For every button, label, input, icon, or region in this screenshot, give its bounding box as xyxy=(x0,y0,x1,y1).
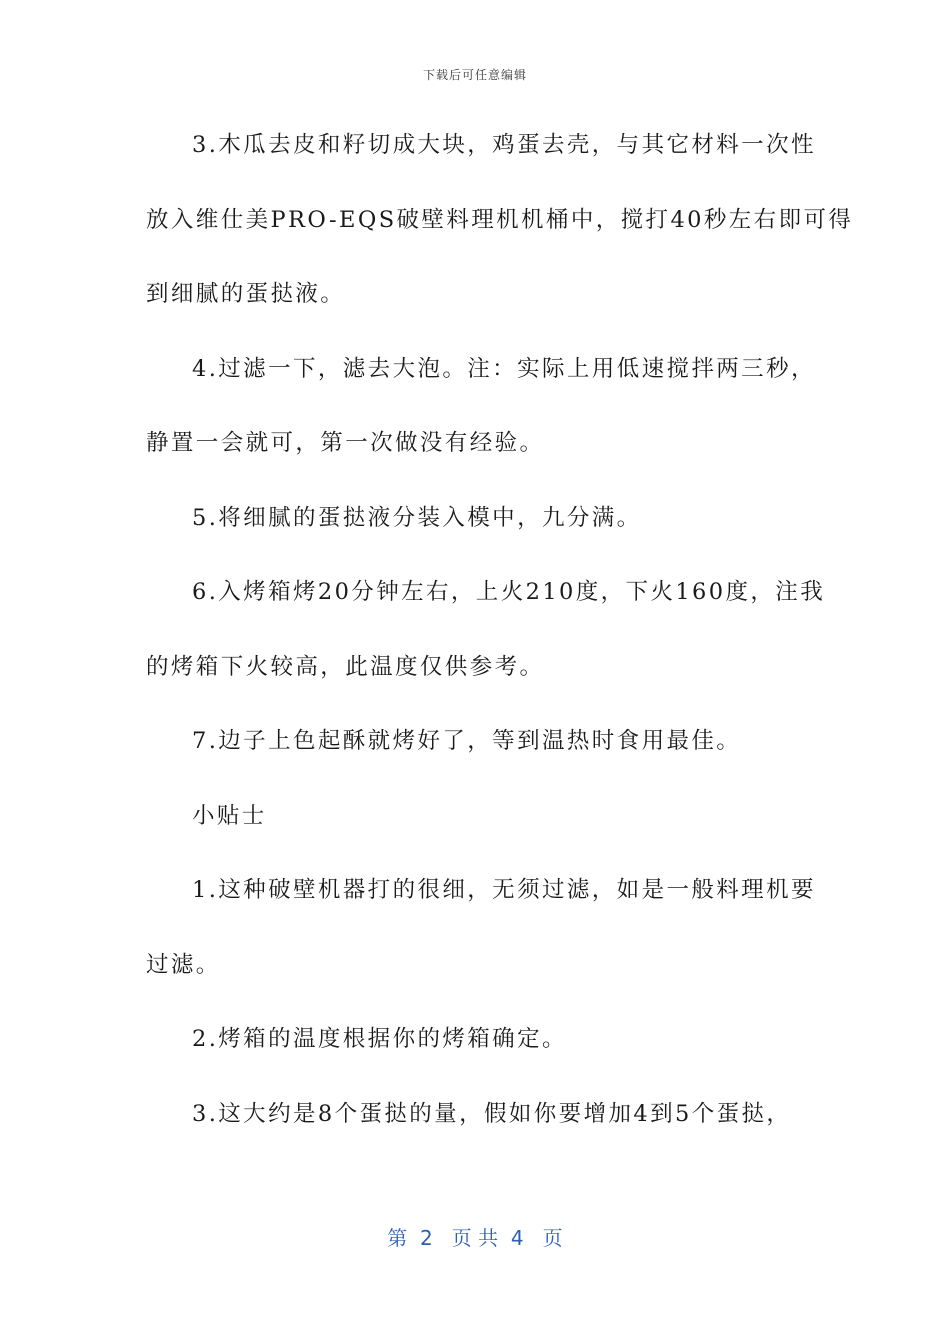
page-number: 第 2 页 共 4 页 xyxy=(387,1226,563,1250)
document-body xyxy=(146,118,854,1161)
paragraph-line: 4.过滤一下，滤去大泡。注：实际上用低速搅拌两三秒， xyxy=(192,355,816,382)
paragraph-line: 静置一会就可，第一次做没有经验。 xyxy=(146,430,545,456)
paragraph-line: 1.这种破壁机器打的很细，无须过滤，如是一般料理机要 xyxy=(192,877,816,903)
paragraph-line: 7.边子上色起酥就烤好了，等到温热时食用最佳。 xyxy=(192,728,742,754)
header-note: 下载后可任意编辑 xyxy=(422,68,527,82)
paragraph-line: 到细腻的蛋挞液。 xyxy=(146,281,346,307)
paragraph-line: 5.将细腻的蛋挞液分装入模中，九分满。 xyxy=(192,504,642,531)
paragraph-line: 3.这大约是8个蛋挞的量，假如你要增加4到5个蛋挞， xyxy=(192,1100,792,1127)
paragraph-line: 2.烤箱的温度根据你的烤箱确定。 xyxy=(192,1026,567,1052)
paragraph-line: 6.入烤箱烤20分钟左右，上火210度，下火160度，注我 xyxy=(192,579,826,605)
paragraph-line: 过滤。 xyxy=(146,951,221,978)
section-heading-tips: 小贴士 xyxy=(192,802,267,829)
paragraph-line: 3.木瓜去皮和籽切成大块，鸡蛋去壳，与其它材料一次性 xyxy=(192,132,816,158)
paragraph-line: 放入维仕美PRO-EQS破壁料理机机桶中，搅打40秒左右即可得 xyxy=(146,206,854,233)
paragraph-line: 的烤箱下火较高，此温度仅供参考。 xyxy=(146,653,545,680)
